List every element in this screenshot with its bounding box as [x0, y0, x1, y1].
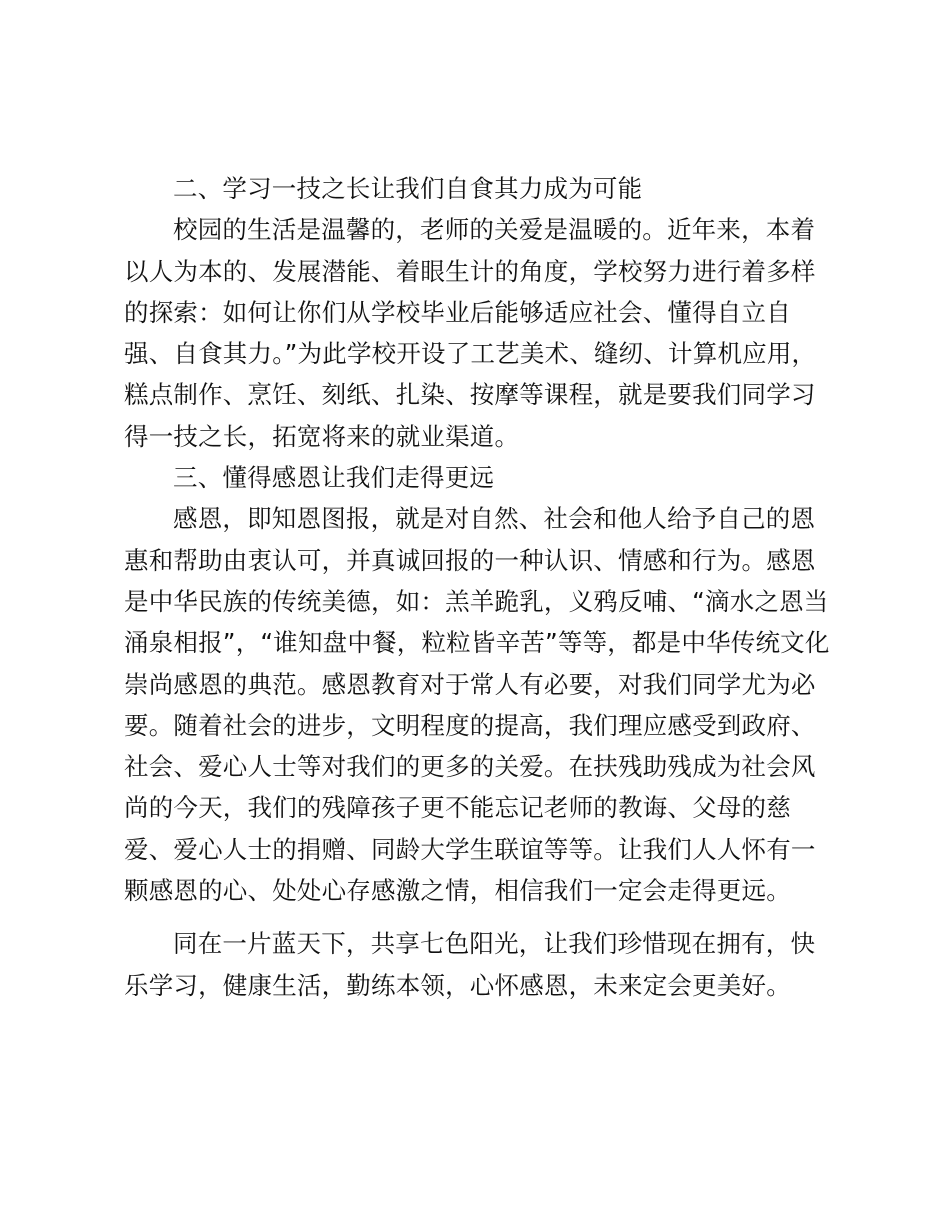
paragraph-line: 要。随着社会的进步，文明程度的提高，我们理应感受到政府、 [124, 710, 816, 740]
paragraph-line: 糕点制作、烹饪、刻纸、扎染、按摩等课程，就是要我们同学习 [124, 380, 816, 410]
paragraph-line: 是中华民族的传统美德，如：羔羊跪乳，义鸦反哺、“滴水之恩当 [124, 586, 829, 616]
paragraph-line: 崇尚感恩的典范。感恩教育对于常人有必要，对我们同学尤为必 [124, 669, 816, 699]
paragraph-line: 得一技之长，拓宽将来的就业渠道。 [124, 421, 520, 451]
paragraph-line: 的探索：如何让你们从学校毕业后能够适应社会、懂得自立自 [124, 297, 791, 327]
section-heading: 二、学习一技之长让我们自食其力成为可能 [173, 174, 643, 203]
section-heading: 三、懂得感恩让我们走得更远 [173, 463, 495, 493]
paragraph-line: 强、自食其力。”为此学校开设了工艺美术、缝纫、计算机应用， [124, 339, 817, 369]
paragraph-line: 爱、爱心人士的捐赠、同龄大学生联谊等等。让我们人人怀有一 [124, 834, 816, 864]
document-body [124, 168, 836, 1006]
paragraph-line: 感恩，即知恩图报，就是对自然、社会和他人给予自己的恩 [173, 504, 816, 534]
paragraph-gap [124, 911, 836, 923]
paragraph-line: 惠和帮助由衷认可，并真诚回报的一种认识、情感和行为。感恩 [124, 545, 816, 575]
paragraph-line: 校园的生活是温馨的，老师的关爱是温暖的。近年来，本着 [173, 215, 816, 245]
paragraph-line: 涌泉相报”，“谁知盘中餐，粒粒皆辛苦”等等，都是中华传统文化 [124, 628, 830, 658]
closing-line: 乐学习，健康生活，勤练本领，心怀感恩，未来定会更美好。 [124, 970, 791, 1000]
closing-line: 同在一片蓝天下，共享七色阳光，让我们珍惜现在拥有，快 [173, 929, 816, 959]
paragraph-line: 颗感恩的心、处处心存感激之情，相信我们一定会走得更远。 [124, 876, 791, 906]
paragraph-line: 以人为本的、发展潜能、着眼生计的角度，学校努力进行着多样 [124, 256, 816, 286]
paragraph-line: 尚的今天，我们的残障孩子更不能忘记老师的教诲、父母的慈 [124, 793, 791, 823]
paragraph-line: 社会、爱心人士等对我们的更多的关爱。在扶残助残成为社会风 [124, 752, 816, 782]
